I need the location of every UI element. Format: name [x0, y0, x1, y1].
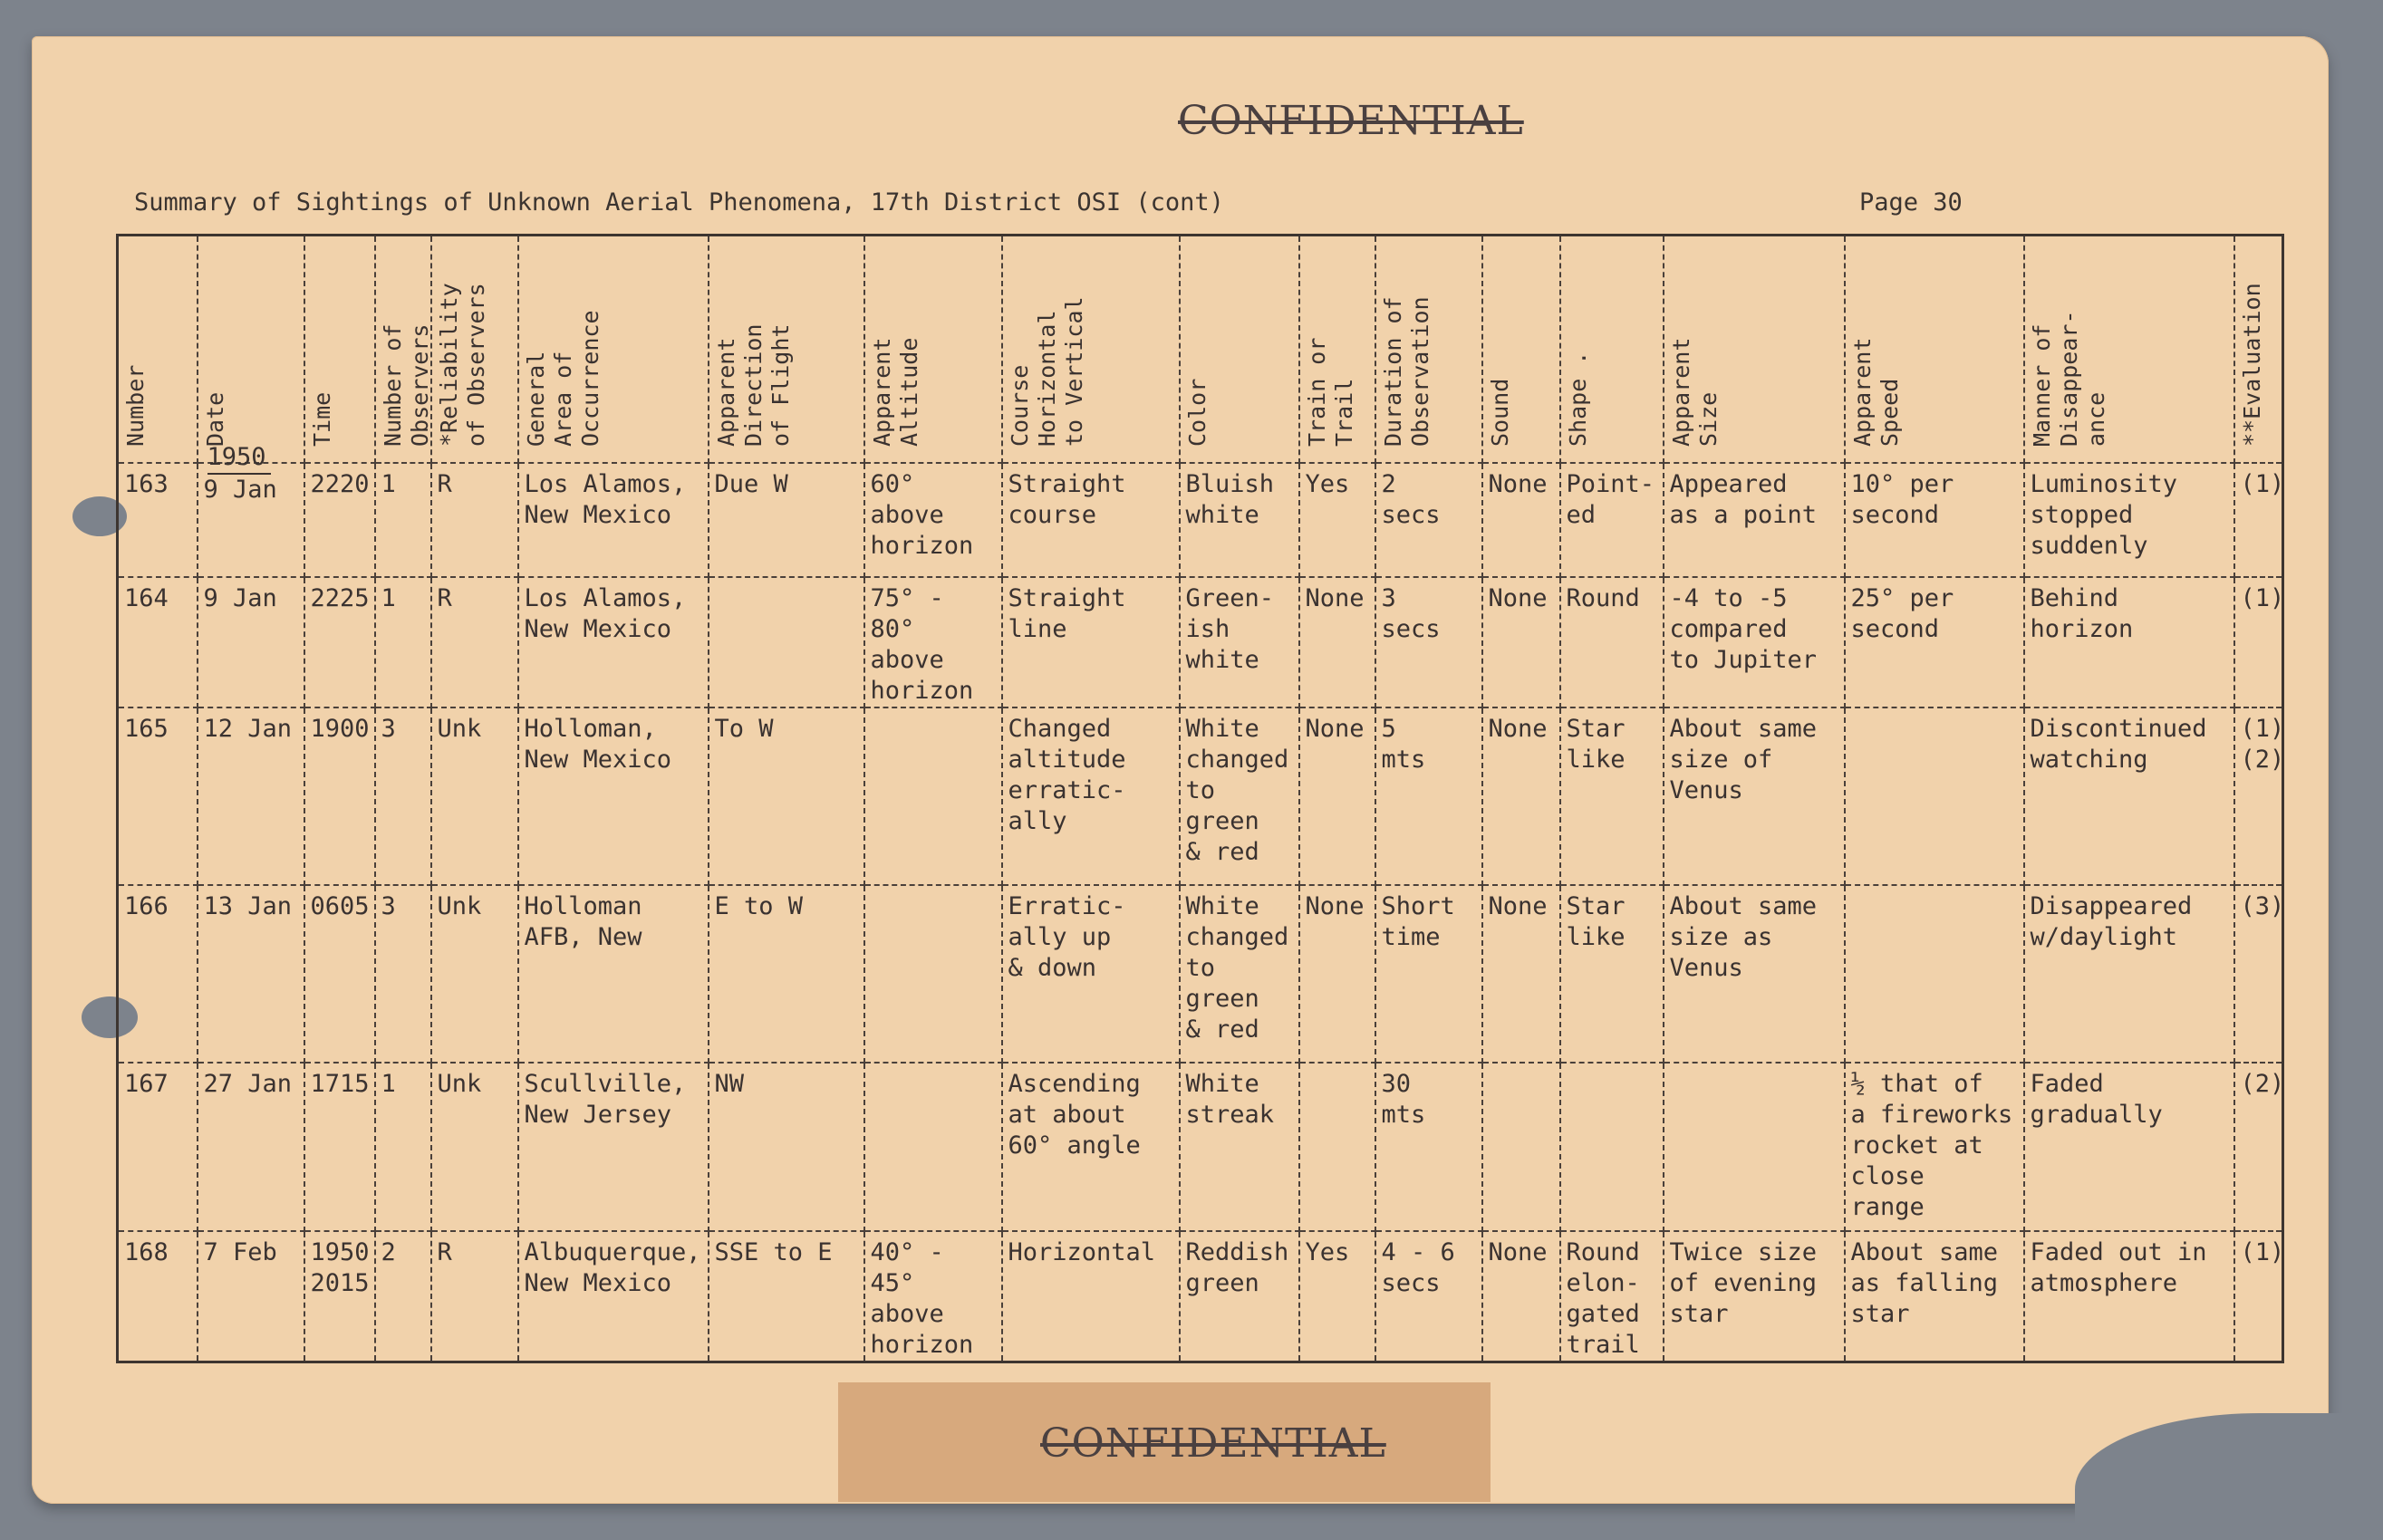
table-cell: 2225	[304, 577, 375, 707]
table-cell: Luminosity stopped suddenly	[2024, 463, 2234, 577]
table-cell: None	[1482, 1231, 1560, 1362]
table-cell	[709, 577, 864, 707]
table-cell: 1	[375, 1063, 431, 1231]
table-cell: Los Alamos, New Mexico	[518, 577, 709, 707]
table-cell: Yes	[1299, 1231, 1375, 1362]
table-cell: Ascending at about 60° angle	[1002, 1063, 1180, 1231]
table-cell: Scullville, New Jersey	[518, 1063, 709, 1231]
table-cell: 1	[375, 463, 431, 577]
table-cell: 2	[375, 1231, 431, 1362]
table-cell: E to W	[709, 885, 864, 1063]
table-cell: None	[1299, 707, 1375, 885]
table-cell: 165	[118, 707, 198, 885]
table-cell	[864, 1063, 1002, 1231]
table-row	[118, 1231, 2283, 1362]
column-header-label: **Evaluation	[2238, 283, 2265, 447]
table-cell	[1482, 1063, 1560, 1231]
table-cell: Holloman, New Mexico	[518, 707, 709, 885]
table-cell: (3)	[2234, 885, 2283, 1063]
table-cell: ½ that of a fireworks rocket at close range	[1845, 1063, 2024, 1231]
table-cell: (2)	[2234, 1063, 2283, 1231]
table-cell	[1664, 1063, 1845, 1231]
column-header-label: *Reliability of Observers	[435, 283, 489, 447]
column-header-label: Duration of Observation	[1379, 296, 1433, 447]
table-cell: (1)	[2234, 463, 2283, 577]
column-header	[1299, 236, 1375, 464]
table-cell: Changed altitude erratic- ally	[1002, 707, 1180, 885]
table-cell: 1950 2015	[304, 1231, 375, 1362]
table-cell: 9 Jan	[198, 577, 304, 707]
table-cell: 12 Jan	[198, 707, 304, 885]
cell-text: 9 Jan	[203, 476, 277, 504]
table-cell: 13 Jan	[198, 885, 304, 1063]
table-cell: 4 - 6 secs	[1375, 1231, 1482, 1362]
table-cell: About same size as Venus	[1664, 885, 1845, 1063]
column-header	[1845, 236, 2024, 464]
table-cell: Short time	[1375, 885, 1482, 1063]
column-header-label: Sound	[1486, 378, 1513, 447]
table-cell: Bluish white	[1180, 463, 1299, 577]
table-cell: R	[431, 577, 518, 707]
table-cell: Behind horizon	[2024, 577, 2234, 707]
table-cell: 3	[375, 707, 431, 885]
table-cell: Albuquerque, New Mexico	[518, 1231, 709, 1362]
table-cell	[864, 707, 1002, 885]
table-cell: 40° - 45° above horizon	[864, 1231, 1002, 1362]
table-cell: R	[431, 463, 518, 577]
table-cell: Straight course	[1002, 463, 1180, 577]
column-header	[1002, 236, 1180, 464]
table-cell: None	[1482, 707, 1560, 885]
table-cell: (1) (2)	[2234, 707, 2283, 885]
table-cell: 25° per second	[1845, 577, 2024, 707]
column-header	[118, 236, 198, 464]
table-cell: 2 secs	[1375, 463, 1482, 577]
table-cell: 166	[118, 885, 198, 1063]
table-cell: Due W	[709, 463, 864, 577]
column-header	[709, 236, 864, 464]
table-cell: Horizontal	[1002, 1231, 1180, 1362]
table-cell: (1)	[2234, 577, 2283, 707]
table-cell: To W	[709, 707, 864, 885]
column-header-label: Number of Observers	[379, 323, 433, 447]
table-cell: Appeared as a point	[1664, 463, 1845, 577]
table-cell	[1299, 1063, 1375, 1231]
table-cell	[1560, 1063, 1664, 1231]
table-cell: Discontinued watching	[2024, 707, 2234, 885]
table-cell	[864, 885, 1002, 1063]
column-header-label: Date	[201, 391, 228, 447]
column-header-label: Apparent Speed	[1848, 337, 1903, 447]
table-cell: 164	[118, 577, 198, 707]
table-cell: Round elon- gated trail	[1560, 1231, 1664, 1362]
table-cell: 7 Feb	[198, 1231, 304, 1362]
column-header	[1482, 236, 1560, 464]
table-cell: 3	[375, 885, 431, 1063]
column-header-label: Apparent Size	[1667, 337, 1722, 447]
column-header	[375, 236, 431, 464]
table-cell: 167	[118, 1063, 198, 1231]
table-row	[118, 577, 2283, 707]
table-cell	[1845, 885, 2024, 1063]
column-header	[2234, 236, 2283, 464]
column-header	[304, 236, 375, 464]
table-cell: 1715	[304, 1063, 375, 1231]
table-cell: 60° above horizon	[864, 463, 1002, 577]
column-header	[864, 236, 1002, 464]
table-cell: Faded out in atmosphere	[2024, 1231, 2234, 1362]
table-cell: 1900	[304, 707, 375, 885]
table-cell: Star like	[1560, 885, 1664, 1063]
table-cell: Reddish green	[1180, 1231, 1299, 1362]
sightings-table	[116, 234, 2284, 1363]
table-cell: None	[1482, 885, 1560, 1063]
table-cell: 27 Jan	[198, 1063, 304, 1231]
column-header-label: Apparent Altitude	[868, 337, 922, 447]
table-cell: None	[1299, 885, 1375, 1063]
document-title: Summary of Sightings of Unknown Aerial Phenomena, 17th District OSI (cont)	[134, 188, 1224, 217]
table-cell: 0605	[304, 885, 375, 1063]
column-header-label: Manner of Disappear- ance	[2028, 310, 2109, 447]
table-cell: Twice size of evening star	[1664, 1231, 1845, 1362]
table-cell: Disappeared w/daylight	[2024, 885, 2234, 1063]
table-cell: Los Alamos, New Mexico	[518, 463, 709, 577]
column-header-label: Apparent Direction of Flight	[712, 323, 794, 447]
table-cell: 75° - 80° above horizon	[864, 577, 1002, 707]
table-cell: Unk	[431, 707, 518, 885]
column-header	[431, 236, 518, 464]
column-header-label: General Area of Occurrence	[522, 310, 603, 447]
table-cell	[198, 443, 304, 577]
table-cell: NW	[709, 1063, 864, 1231]
table-cell: Unk	[431, 885, 518, 1063]
column-header-label: Color	[1183, 378, 1211, 447]
table-cell: Straight line	[1002, 577, 1180, 707]
table-cell: None	[1482, 577, 1560, 707]
column-header	[2024, 236, 2234, 464]
column-header-label: Time	[308, 391, 335, 447]
column-header	[1664, 236, 1845, 464]
table-cell: None	[1482, 463, 1560, 577]
year-note: 1950	[207, 442, 271, 475]
table-cell: 2220	[304, 463, 375, 577]
table-cell: 30 mts	[1375, 1063, 1482, 1231]
table-cell: None	[1299, 577, 1375, 707]
table-cell: R	[431, 1231, 518, 1362]
column-header	[1375, 236, 1482, 464]
table-cell: White streak	[1180, 1063, 1299, 1231]
table-cell: About same size of Venus	[1664, 707, 1845, 885]
table-cell: White changed to green & red	[1180, 885, 1299, 1063]
confidential-stamp-bottom: CONFIDENTIAL	[1040, 1420, 1386, 1467]
column-header	[1180, 236, 1299, 464]
table-cell: Round	[1560, 577, 1664, 707]
table-row	[118, 885, 2283, 1063]
table-cell: About same as falling star	[1845, 1231, 2024, 1362]
table-cell: Erratic- ally up & down	[1002, 885, 1180, 1063]
table-cell: Holloman AFB, New	[518, 885, 709, 1063]
table-cell: Faded gradually	[2024, 1063, 2234, 1231]
table-cell: SSE to E	[709, 1231, 864, 1362]
table-row	[118, 463, 2283, 577]
table-row	[118, 707, 2283, 885]
column-header	[198, 236, 304, 464]
table-header-row	[118, 236, 2283, 464]
table-cell: Unk	[431, 1063, 518, 1231]
column-header-label: Train or Trail	[1303, 337, 1357, 447]
column-header-label: Course Horizontal to Vertical	[1006, 296, 1087, 447]
table-row	[118, 1063, 2283, 1231]
table-cell: White changed to green & red	[1180, 707, 1299, 885]
table-cell: Star like	[1560, 707, 1664, 885]
table-cell: 163	[118, 463, 198, 577]
column-header	[518, 236, 709, 464]
table-cell: (1)	[2234, 1231, 2283, 1362]
table-cell: 3 secs	[1375, 577, 1482, 707]
table-cell: -4 to -5 compared to Jupiter	[1664, 577, 1845, 707]
table-cell: 1	[375, 577, 431, 707]
table-cell: 168	[118, 1231, 198, 1362]
table-cell: Point- ed	[1560, 463, 1664, 577]
table-cell: Green- ish white	[1180, 577, 1299, 707]
column-header-label: Shape .	[1564, 351, 1591, 447]
page-number: Page 30	[1859, 188, 1963, 217]
confidential-stamp-top: CONFIDENTIAL	[1178, 98, 1524, 144]
column-header	[1560, 236, 1664, 464]
table-cell: 5 mts	[1375, 707, 1482, 885]
table-cell	[1845, 707, 2024, 885]
column-header-label: Number	[122, 364, 149, 447]
table-cell: 10° per second	[1845, 463, 2024, 577]
table-cell: Yes	[1299, 463, 1375, 577]
